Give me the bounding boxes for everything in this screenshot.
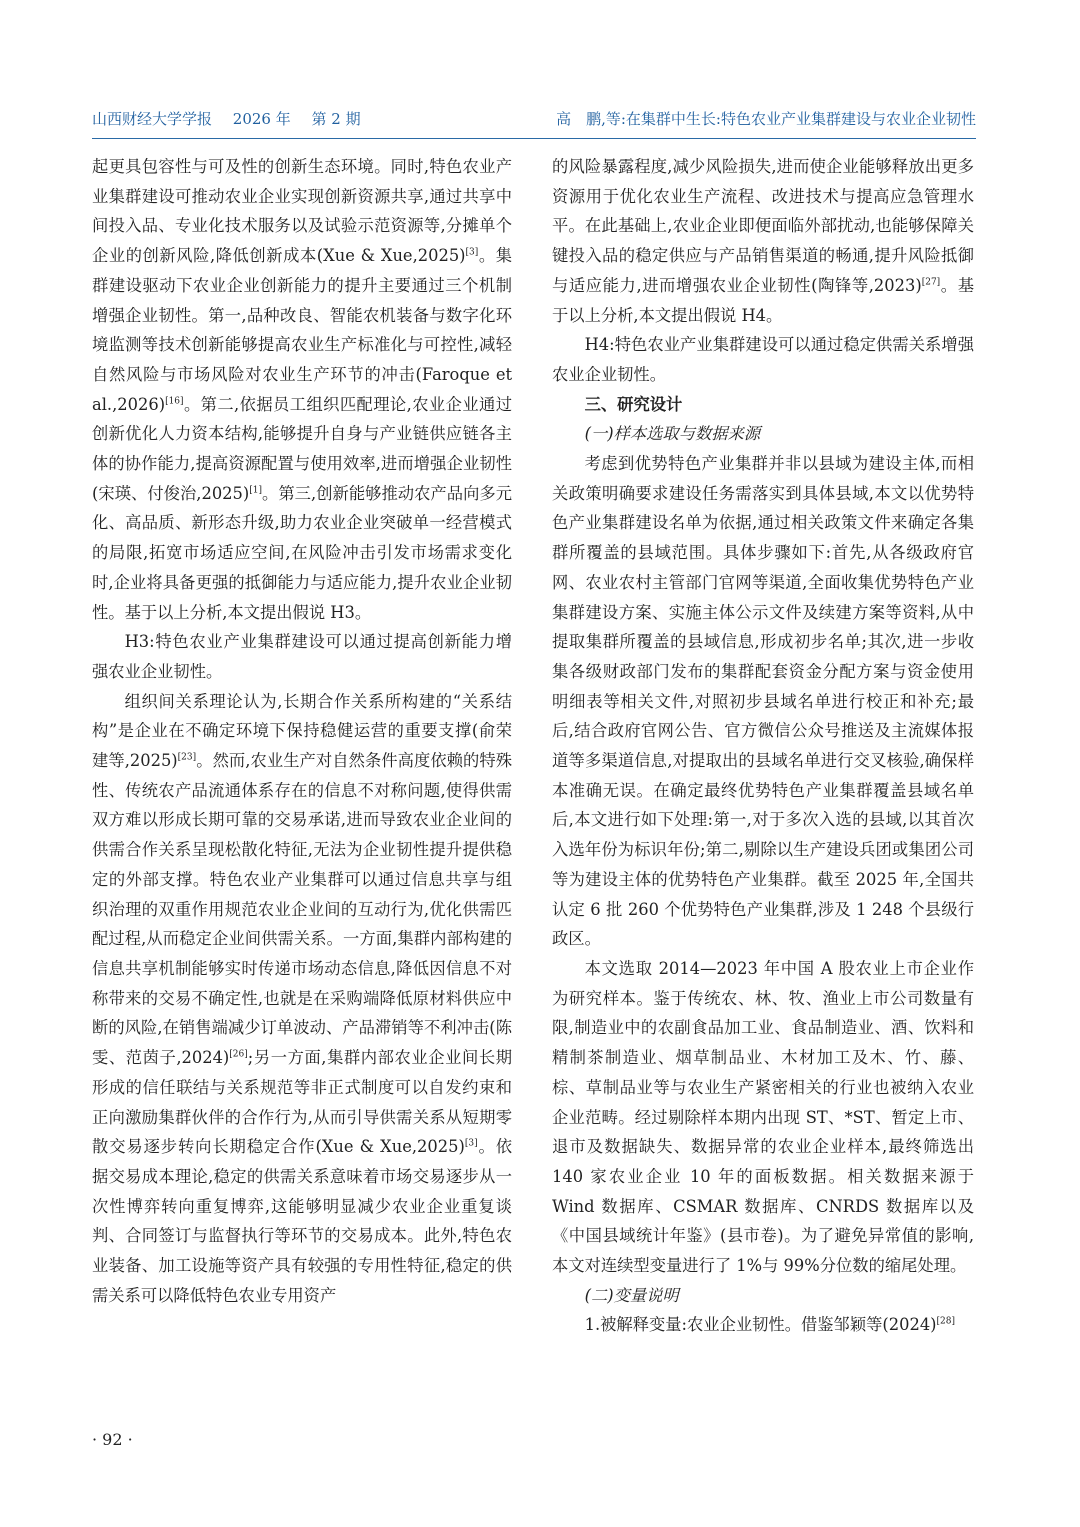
citation: [26] xyxy=(229,1049,248,1060)
citation: [27] xyxy=(921,277,941,288)
running-title: 高 鹏,等:在集群中生长:特色农业产业集群建设与农业企业韧性 xyxy=(556,110,976,128)
paragraph: 起更具包容性与可及性的创新生态环境。同时,特色农业产业集群建设可推动农业企业实现创新资源共享,通过共享中间投入品、专业化技术服务以及试验示范资源等,分摊单个企业的创新风险,降低创新成本(Xue & Xue,2025)[3]。集群建设驱动下农业企业创新能力的提升主要通过三个机制增强企业韧性。第一,品种改良、智能农机装备与数字化环境监测等技术创新能够提高农业生产标准化与可控性,减轻自然风险与市场风险对农业生产环节的冲击(Faroque et al.,2026)[16]。第二,依据员工组织匹配理论,农业企业通过创新优化人力资本结构,能够提升自身与产业链供应链各主体的协作能力,提高资源配置与使用效率,进而增强企业韧性(宋瑛、付俊治,2025)[1]。第三,创新能够推动农产品向多元化、高品质、新形态升级,助力农业企业突破单一经营模式的局限,拓宽市场适应空间,在风险冲击引发市场需求变化时,企业将具备更强的抵御能力与适应能力,提升农业企业韧性。基于以上分析,本文提出假说 H3。 xyxy=(92,157,512,622)
citation: [3] xyxy=(465,247,479,258)
page-header xyxy=(92,102,976,139)
paragraph: 1.被解释变量:农业企业韧性。借鉴邹颖等(2024)[28] xyxy=(584,1315,956,1335)
citation: [16] xyxy=(165,396,184,407)
citation: [28] xyxy=(936,1317,956,1327)
citation: [23] xyxy=(177,752,197,763)
paragraph: 考虑到优势特色产业集群并非以县域为建设主体,而相关政策明确要求建设任务需落实到具体县域,本文以优势特色产业集群建设名单为依据,通过相关政策文件来确定各集群所覆盖的县域范围。具体步骤如下:首先,从各级政府官网、农业农村主管部门官网等渠道,全面收集优势特色产业集群建设方案、实施主体公示文件及续建方案等资料,从中提取集群所覆盖的县域信息,形成初步名单;其次,进一步收集各级财政部门发布的集群配套资金分配方案与资金使用明细表等相关文件,对照初步县域名单进行校正和补充;最后,结合政府官网公告、官方微信公众号推送及主流媒体报道等多渠道信息,对提取出的县域名单进行交叉核验,确保样本准确无误。在确定最终优势特色产业集群覆盖县域名单后,本文进行如下处理:第一,对于多次入选的县域,以其首次入选年份为标识年份;第二,剔除以生产建设兵团或集团公司等为建设主体的优势特色产业集群。截至 2025 年,全国共认定 6 批 260 个优势特色产业集群,涉及 1 248 个县级行政区。 xyxy=(552,454,974,949)
paragraph: 本文选取 2014—2023 年中国 A 股农业上市企业作为研究样本。鉴于传统农、林、牧、渔业上市公司数量有限,制造业中的农副食品加工业、食品制造业、酒、饮料和精制茶制造业、烟草制品业、木材加工及木、竹、藤、棕、草制品业等与农业生产紧密相关的行业也被纳入农业企业范畴。经过剔除样本期内出现 ST、*ST、暂定上市、退市及数据缺失、数据异常的农业企业样本,最终筛选出 140 家农业企业 10 年的面板数据。相关数据来源于 Wind 数据库、CSMAR 数据库、CNRDS 数据库以及《中国县域统计年鉴》(县市卷)。为了避免异常值的影响,本文对连续型变量进行了 1%与 99%分位数的缩尾处理。 xyxy=(552,958,974,1276)
left-column xyxy=(92,152,512,1422)
journal-info xyxy=(92,108,377,129)
right-column xyxy=(552,152,974,1422)
citation: [1] xyxy=(249,485,263,496)
subsection-heading: (一)样本选取与数据来源 xyxy=(584,424,761,444)
section-heading: 三、研究设计 xyxy=(584,394,683,414)
paragraph: 组织间关系理论认为,长期合作关系所构建的“关系结构”是企业在不确定环境下保持稳健运营的重要支撑(俞荣建等,2025)[23]。然而,农业生产对自然条件高度依赖的特殊性、传统农产品流通体系存在的信息不对称问题,使得供需双方难以形成长期可靠的交易承诺,进而导致农业企业间的供需合作关系呈现松散化特征,无法为企业韧性提升提供稳定的外部支撑。特色农业产业集群可以通过信息共享与组织治理的双重作用规范农业企业间的互动行为,优化供需匹配过程,从而稳定企业间供需关系。一方面,集群内部构建的信息共享机制能够实时传递市场动态信息,降低因信息不对称带来的交易不确定性,也就是在采购端降低原材料供应中断的风险,在销售端减少订单波动、产品滞销等不利冲击(陈雯、范茵子,2024)[26];另一方面,集群内部农业企业间长期形成的信任联结与关系规范等非正式制度可以自发约束和正向激励集群伙伴的合作行为,从而引导供需关系从短期零散交易逐步转向长期稳定合作(Xue & Xue,2025)[3]。依据交易成本理论,稳定的供需关系意味着市场交易逐步从一次性博弈转向重复博弈,这能够明显减少农业企业重复谈判、合同签订与监督执行等环节的交易成本。此外,特色农业装备、加工设施等资产具有较强的专用性特征,稳定的供需关系可以降低特色农业专用资产 xyxy=(92,691,512,1305)
citation: [3] xyxy=(464,1138,478,1149)
hypothesis-h3: H3:特色农业产业集群建设可以通过提高创新能力增强农业企业韧性。 xyxy=(92,632,512,681)
page-number: · 92 · xyxy=(92,1430,133,1449)
subsection-heading: (二)变量说明 xyxy=(584,1285,679,1305)
hypothesis-h4: H4:特色农业产业集群建设可以通过稳定供需关系增强农业企业韧性。 xyxy=(552,335,974,384)
journal-issue: 第 2 期 xyxy=(311,110,361,128)
journal-name: 山西财经大学学报 xyxy=(92,110,213,128)
journal-year: 2026 年 xyxy=(232,110,291,128)
paragraph: 的风险暴露程度,减少风险损失,进而使企业能够释放出更多资源用于优化农业生产流程、改进技术与提高应急管理水平。在此基础上,农业企业即便面临外部扰动,也能够保障关键投入品的稳定供应与产品销售渠道的畅通,提升风险抵御与适应能力,进而增强农业企业韧性(陶锋等,2023)[27]。基于以上分析,本文提出假说 H4。 xyxy=(552,157,974,325)
